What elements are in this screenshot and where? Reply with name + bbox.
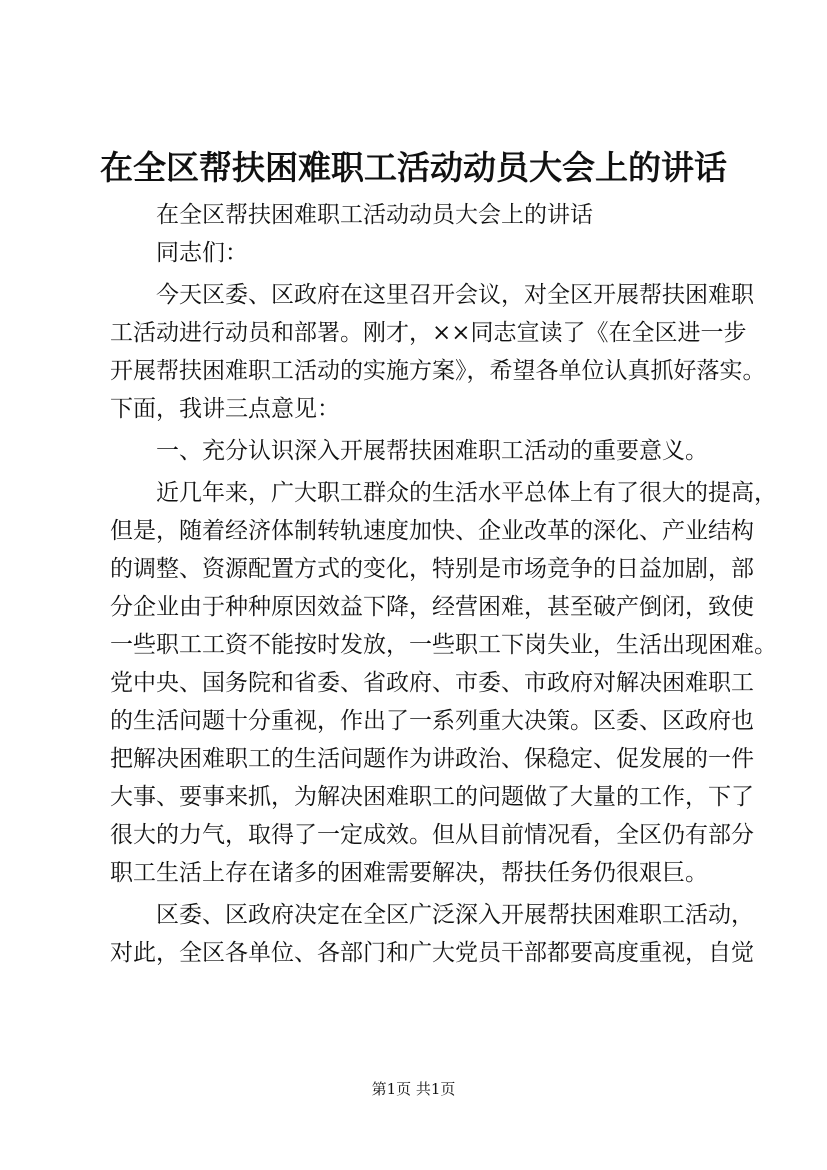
paragraph-line: 的调整、资源配置方式的变化，特别是市场竞争的日益加剧，部 (110, 556, 754, 582)
paragraph-line: 工活动进行动员和部署。刚才，××同志宣读了《在全区进一步 (110, 320, 747, 346)
paragraph-line: 今天区委、区政府在这里召开会议，对全区开展帮扶困难职 (156, 282, 754, 308)
paragraph-line: 的生活问题十分重视，作出了一系列重大决策。区委、区政府也 (110, 708, 754, 734)
paragraph-line: 把解决困难职工的生活问题作为讲政治、保稳定、促发展的一件 (110, 746, 754, 772)
subtitle-line: 在全区帮扶困难职工活动动员大会上的讲话 (156, 202, 593, 228)
document-body (110, 196, 777, 972)
section-heading-line: 一、充分认识深入开展帮扶困难职工活动的重要意义。 (156, 438, 708, 464)
paragraph-line: 很大的力气，取得了一定成效。但从目前情况看，全区仍有部分 (110, 822, 754, 848)
document-title: 在全区帮扶困难职工活动动员大会上的讲话 (100, 148, 727, 187)
paragraph-line: 区委、区政府决定在全区广泛深入开展帮扶困难职工活动， (156, 902, 754, 928)
paragraph-line: 下面，我讲三点意见： (110, 396, 340, 422)
paragraph-line: 党中央、国务院和省委、省政府、市委、市政府对解决困难职工 (110, 670, 754, 696)
paragraph-line: 职工生活上存在诸多的困难需要解决，帮扶任务仍很艰巨。 (110, 860, 708, 886)
paragraph-line: 大事、要事来抓，为解决困难职工的问题做了大量的工作，下了 (110, 784, 754, 810)
paragraph-line: 开展帮扶困难职工活动的实施方案》，希望各单位认真抓好落实。 (110, 358, 766, 384)
paragraph-line: 但是，随着经济体制转轨速度加快、企业改革的深化、产业结构 (110, 518, 754, 544)
salutation-line: 同志们： (156, 240, 248, 266)
paragraph-line: 一些职工工资不能按时发放，一些职工下岗失业，生活出现困难。 (110, 632, 777, 658)
paragraph-line: 近几年来，广大职工群众的生活水平总体上有了很大的提高， (156, 480, 777, 506)
paragraph-line: 对此，全区各单位、各部门和广大党员干部都要高度重视，自觉 (110, 940, 754, 966)
paragraph-line: 分企业由于种种原因效益下降，经营困难，甚至破产倒闭，致使 (110, 594, 754, 620)
page-number-footer: 第1页 共1页 (371, 1080, 456, 1098)
